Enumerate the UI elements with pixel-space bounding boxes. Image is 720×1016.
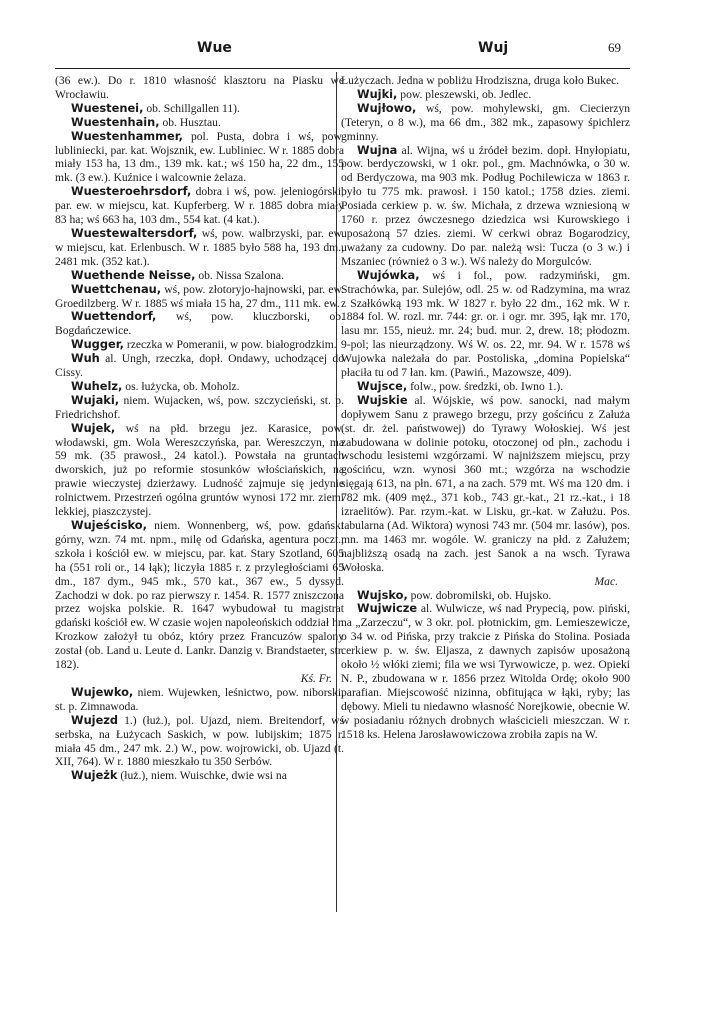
dictionary-entry xyxy=(55,310,344,338)
entry-text: ob. Husztau. xyxy=(159,115,221,129)
entry-headword: Wujsce, xyxy=(357,378,408,393)
dictionary-entry xyxy=(341,380,630,394)
entry-headword: Wuestenhain, xyxy=(71,114,160,129)
entry-text: (łuż.), niem. Wuischke, dwie wsi na xyxy=(117,769,287,783)
dictionary-entry xyxy=(55,283,344,311)
entry-headword: Wujna xyxy=(357,142,398,157)
entry-headword: Wujsko, xyxy=(357,587,408,602)
header-left-guide-word: Wue xyxy=(197,40,232,56)
dictionary-entry xyxy=(55,269,344,283)
dictionary-entry xyxy=(341,74,630,88)
left-column xyxy=(55,74,344,783)
entry-text: wś, pow. walbrzyski, par. ew. w miejscu, kat. Erlenbusch. W r. 1885 było 588 ha, 193 dm., 2481 mk. (352 kat.). xyxy=(55,226,344,268)
dictionary-entry xyxy=(55,380,344,394)
dictionary-entry xyxy=(55,227,344,269)
entry-headword: Wujek, xyxy=(71,420,116,435)
entry-text: dobra i wś, pow. jeleniogórski, par. ew. w miejscu, kat. Kupferberg. W r. 1885 dobra miały 83 ha; wś 663 ha, 103 dm., 554 kat. (4 kat.). xyxy=(55,185,344,227)
dictionary-entry xyxy=(55,352,344,380)
dictionary-entry xyxy=(341,602,630,741)
entry-text: wś, pow. mohylewski, gm. Ciecierzyn (Teteryn, o 8 w.), ma 66 dm., 382 mk., zapasowy śpichlerz gminny. xyxy=(341,101,630,143)
entry-headword: Wujaki, xyxy=(71,392,120,407)
entry-text: pow. dobromilski, ob. Hujsko. xyxy=(407,588,552,602)
entry-headword: Wuesteroehrsdorf, xyxy=(71,184,192,199)
entry-text: folw., pow. średzki, ob. Iwno 1.). xyxy=(407,379,564,393)
entry-headword: Wuestenhammer, xyxy=(71,128,183,143)
entry-text: pow. pleszewski, ob. Jedlec. xyxy=(397,87,532,101)
entry-text: wś, pow. kluczborski, ob. Bogdańczewice. xyxy=(55,310,344,338)
entry-headword: Wujeżk xyxy=(71,768,118,783)
entry-text: al. Wijna, wś u źródeł bezim. dopł. Hnyłopiatu, pow. berdyczowski, w 1 okr. pol., gm. Machnówka, o 30 w. od Berdyczowa, ma 903 mk. Podług Pochilewicza w 1863 r. było tu 775 mk. prawosł. i 150 katol.; 1758 dzies. ziemi. Posiada cerkiew p. w. św. Michała, z drzewa wzniesioną w 1760 r. przez ówczesnego dziedzica wsi Kurowskiego i uposażoną 57 dzies. ziemi. W cerkwi obraz Bogarodzicy, uważany za cudowny. Do par. należą wsi: Tucza (o 3 w.) i Mszaniec (również o 3 w.). Wś należy do Morgulców. xyxy=(341,143,630,268)
entry-headword: Wujówka, xyxy=(357,267,420,282)
entry-headword: Wujewko, xyxy=(71,684,134,699)
entry-headword: Wujeścisko, xyxy=(71,518,147,532)
entry-headword: Wuestenei, xyxy=(71,100,144,115)
dictionary-entry xyxy=(55,769,344,783)
entry-headword: Wuethende Neisse, xyxy=(71,267,196,282)
dictionary-entry xyxy=(55,74,344,102)
dictionary-entry xyxy=(55,422,344,519)
dictionary-entry xyxy=(55,714,344,770)
entry-text: Łużyczach. Jedna w pobliżu Hrodziszna, druga koło Bukec. xyxy=(341,74,620,87)
entry-text: niem. Wujacken, wś, pow. szczycieński, st. p. Friedrichshof. xyxy=(55,393,344,421)
entry-headword: Wuhelz, xyxy=(71,378,123,393)
author-signature: Kś. Fr. xyxy=(300,671,332,685)
right-column xyxy=(341,74,630,742)
entry-text: rzeczka w Pomeranii, w pow. białogrodzkim. xyxy=(123,338,337,352)
dictionary-entry xyxy=(341,102,630,144)
entry-headword: Wugger, xyxy=(71,337,124,352)
entry-text: wś i fol., pow. radzymiński, gm. Strachówka, par. Sulejów, odl. 25 w. od Radzymina, ma wraz z Szałkówką 193 mk. W 1827 r. było 22 dm., 162 mk. W r. 1884 fol. W. rozl. mr. 744: gr. or. i ogr. mr. 395, łąk mr. 170, lasu mr. 155, nieuż. mr. 24; bud. mur. 2, drew. 18; płodozm. 9-pol; las nieurządzony. Wś W. os. 22, mr. 94. W r. 1578 wś Wujowka należała do par. Postoliska, „domina Popielska“ płaciła tu od 7 łan. km. (Pawiń., Mazowsze, 409). xyxy=(341,268,630,380)
entry-text: wś na płd. brzegu jez. Karasice, pow. włodawski, gm. Wola Wereszczyńska, par. Wereszczyn, ma 59 mk. (35 prawosł., 24 katol.). Powstała na gruntach dworskich, już po reformie stosunków włościańskich, na prawie wieczystej dzierżawy. Ludność zajmuje się jedynie rolnictwem. Przestrzeń ogólna gruntów wynosi 172 mr. ziemi lekkiej, piaszczystej. xyxy=(55,421,344,519)
dictionary-entry xyxy=(55,338,344,352)
running-header xyxy=(0,40,720,62)
entry-text: os. łużycka, ob. Moholz. xyxy=(122,379,240,393)
dictionary-entry xyxy=(55,686,344,714)
entry-text: al. Wójskie, wś pow. sanocki, nad małym dopływem Sanu z prawego brzegu, przy gościńcu z Załuża (st. dr. żel. państwowej) do Tyrawy Wołoskiej. Wś jest zabudowana w dolinie potoku, otoczonej od płn., zachodu i wschodu lesistemi wzgórzami. W najniższem miejscu, przy gościńcu, wzn. wynosi 360 mt.; wzgórza na wschodzie sięgają 613, na płn. 671, a na zach. 579 mt. Wś ma 120 dm. i 782 mk. (409 męż., 371 kob., 743 gr.-kat., 21 rz.-kat., i 18 izraelitów). Par. rzym.-kat. w Lisku, gr.-kat. w Załużu. Pos. tabularna (Ad. Wiktora) wynosi 743 mr. (504 mr. lasów), pos. mn. ma 1463 mr. wogóle. W. graniczy na płd. z Załużem; najbliższą osadą na zach. jest Sanok a na wsch. Tyrawa Wołoska. xyxy=(341,393,630,574)
entry-headword: Wujezd xyxy=(71,712,119,727)
dictionary-entry xyxy=(55,519,344,672)
entry-headword: Wujwicze xyxy=(357,601,418,616)
entry-text: pol. Pusta, dobra i wś, pow. lubliniecki, par. kat. Wojsznik, ew. Lubliniec. W r. 1885 dobra miały 153 ha, 13 dm., 139 mk. kat.; wś 150 ha, 22 dm., 155 mk. (3 ew.). Kuźnice i walcownie żelaza. xyxy=(55,129,344,185)
entry-headword: Wujskie xyxy=(357,392,408,407)
entry-text: (36 ew.). Do r. 1810 własność klasztoru na Piasku we Wrocławiu. xyxy=(55,74,344,101)
dictionary-entry xyxy=(55,130,344,186)
entry-text: niem. Wonnenberg, wś, pow. gdański górny, wzn. 74 mt. npm., milę od Gdańska, agentura poczt., szkoła i kościół ew. w miejscu, par. kat. Stary Szotland, 605 ha (551 roli or., 14 łąk); liczyła 1885 r. z przyległościami 65 dm., 187 dym., 945 mk., 570 kat., 367 ew., 5 dyssyd. Zachodzi w dok. po raz pierwszy r. 1454. R. 1577 zniszczona przez wojska polskie. R. 1647 wybudował tu magistrat gdański kościół ew. W czasie wojen napoleońskich oddział hr. Krozkow założył tu obóz, który przez Francuzów spalony został (ob. Land u. Leute d. Lankr. Danzig v. Brandstaeter, str. 182). xyxy=(55,519,344,672)
entry-text: 1.) (łuż.), pol. Ujazd, niem. Breitendorf, wś serbska, na Łużycach Saskich, w pow. lubijskim; 1875 r. miała 45 dm., 247 mk. 2.) W., pow. wojrowicki, ob. Ujazd (t. XII, 764). W r. 1880 mieszkało tu 350 Serbów. xyxy=(55,713,344,769)
entry-headword: Wuh xyxy=(71,351,100,366)
entry-text: ob. Schillgallen 11). xyxy=(143,101,240,115)
dictionary-entry xyxy=(55,116,344,130)
author-signature: Mac. xyxy=(594,574,618,588)
header-right-guide-word: Wuj xyxy=(478,40,509,56)
dictionary-entry xyxy=(55,102,344,116)
entry-text: wś, pow. złotoryjo-hajnowski, par. ew. Groedilzberg. W r. 1885 wś miała 15 ha, 27 dm., 111 mk. ew. xyxy=(55,282,344,310)
entry-text: al. Ungh, rzeczka, dopł. Ondawy, uchodzącej do Cissy. xyxy=(55,352,344,380)
entry-text: ob. Nissa Szalona. xyxy=(195,268,284,282)
entry-headword: Wuettendorf, xyxy=(71,309,157,324)
entry-headword: Wuettchenau, xyxy=(71,281,162,296)
entry-text: niem. Wujewken, leśnictwo, pow. niborski, st. p. Zimnawoda. xyxy=(55,685,344,713)
dictionary-entry xyxy=(341,269,630,380)
entry-headword: Wujki, xyxy=(357,86,398,101)
dictionary-entry xyxy=(341,144,630,269)
page-number: 69 xyxy=(608,40,621,55)
dictionary-entry xyxy=(341,589,630,603)
dictionary-entry xyxy=(341,88,630,102)
dictionary-entry xyxy=(55,185,344,227)
entry-headword: Wuestewaltersdorf, xyxy=(71,225,198,240)
dictionary-entry xyxy=(341,394,630,575)
header-rule xyxy=(55,68,630,69)
entry-headword: Wujłowo, xyxy=(357,100,417,115)
entry-text: al. Wulwicze, wś nad Prypecią, pow. piński, na „Zarzeczu“, w 3 okr. pol. płotnickim, gm. Lemieszewicze, o 34 w. od Pińska, przy trakcie z Pińska do Stolina. Posiada cerkiew p. w. św. Eljasza, z dawnych zapisów uposażoną około ½ włóki ziemi; fila we wsi Tyrwowicze, p. wez. Opieki N. P., zbudowana w r. 1856 przez Witolda Ordę; około 900 parafian. Miejscowość nizinna, obfitująca w łąki, ryby; las dębowy. Mieli tu niedawno własność Norejkowie, obecnie W. w posiadaniu różnych drobnych właścicieli mieszczan. W r. 1518 ks. Helena Jarosławowiczowa zrobiła zapis na W. xyxy=(341,602,630,741)
dictionary-entry xyxy=(55,394,344,422)
